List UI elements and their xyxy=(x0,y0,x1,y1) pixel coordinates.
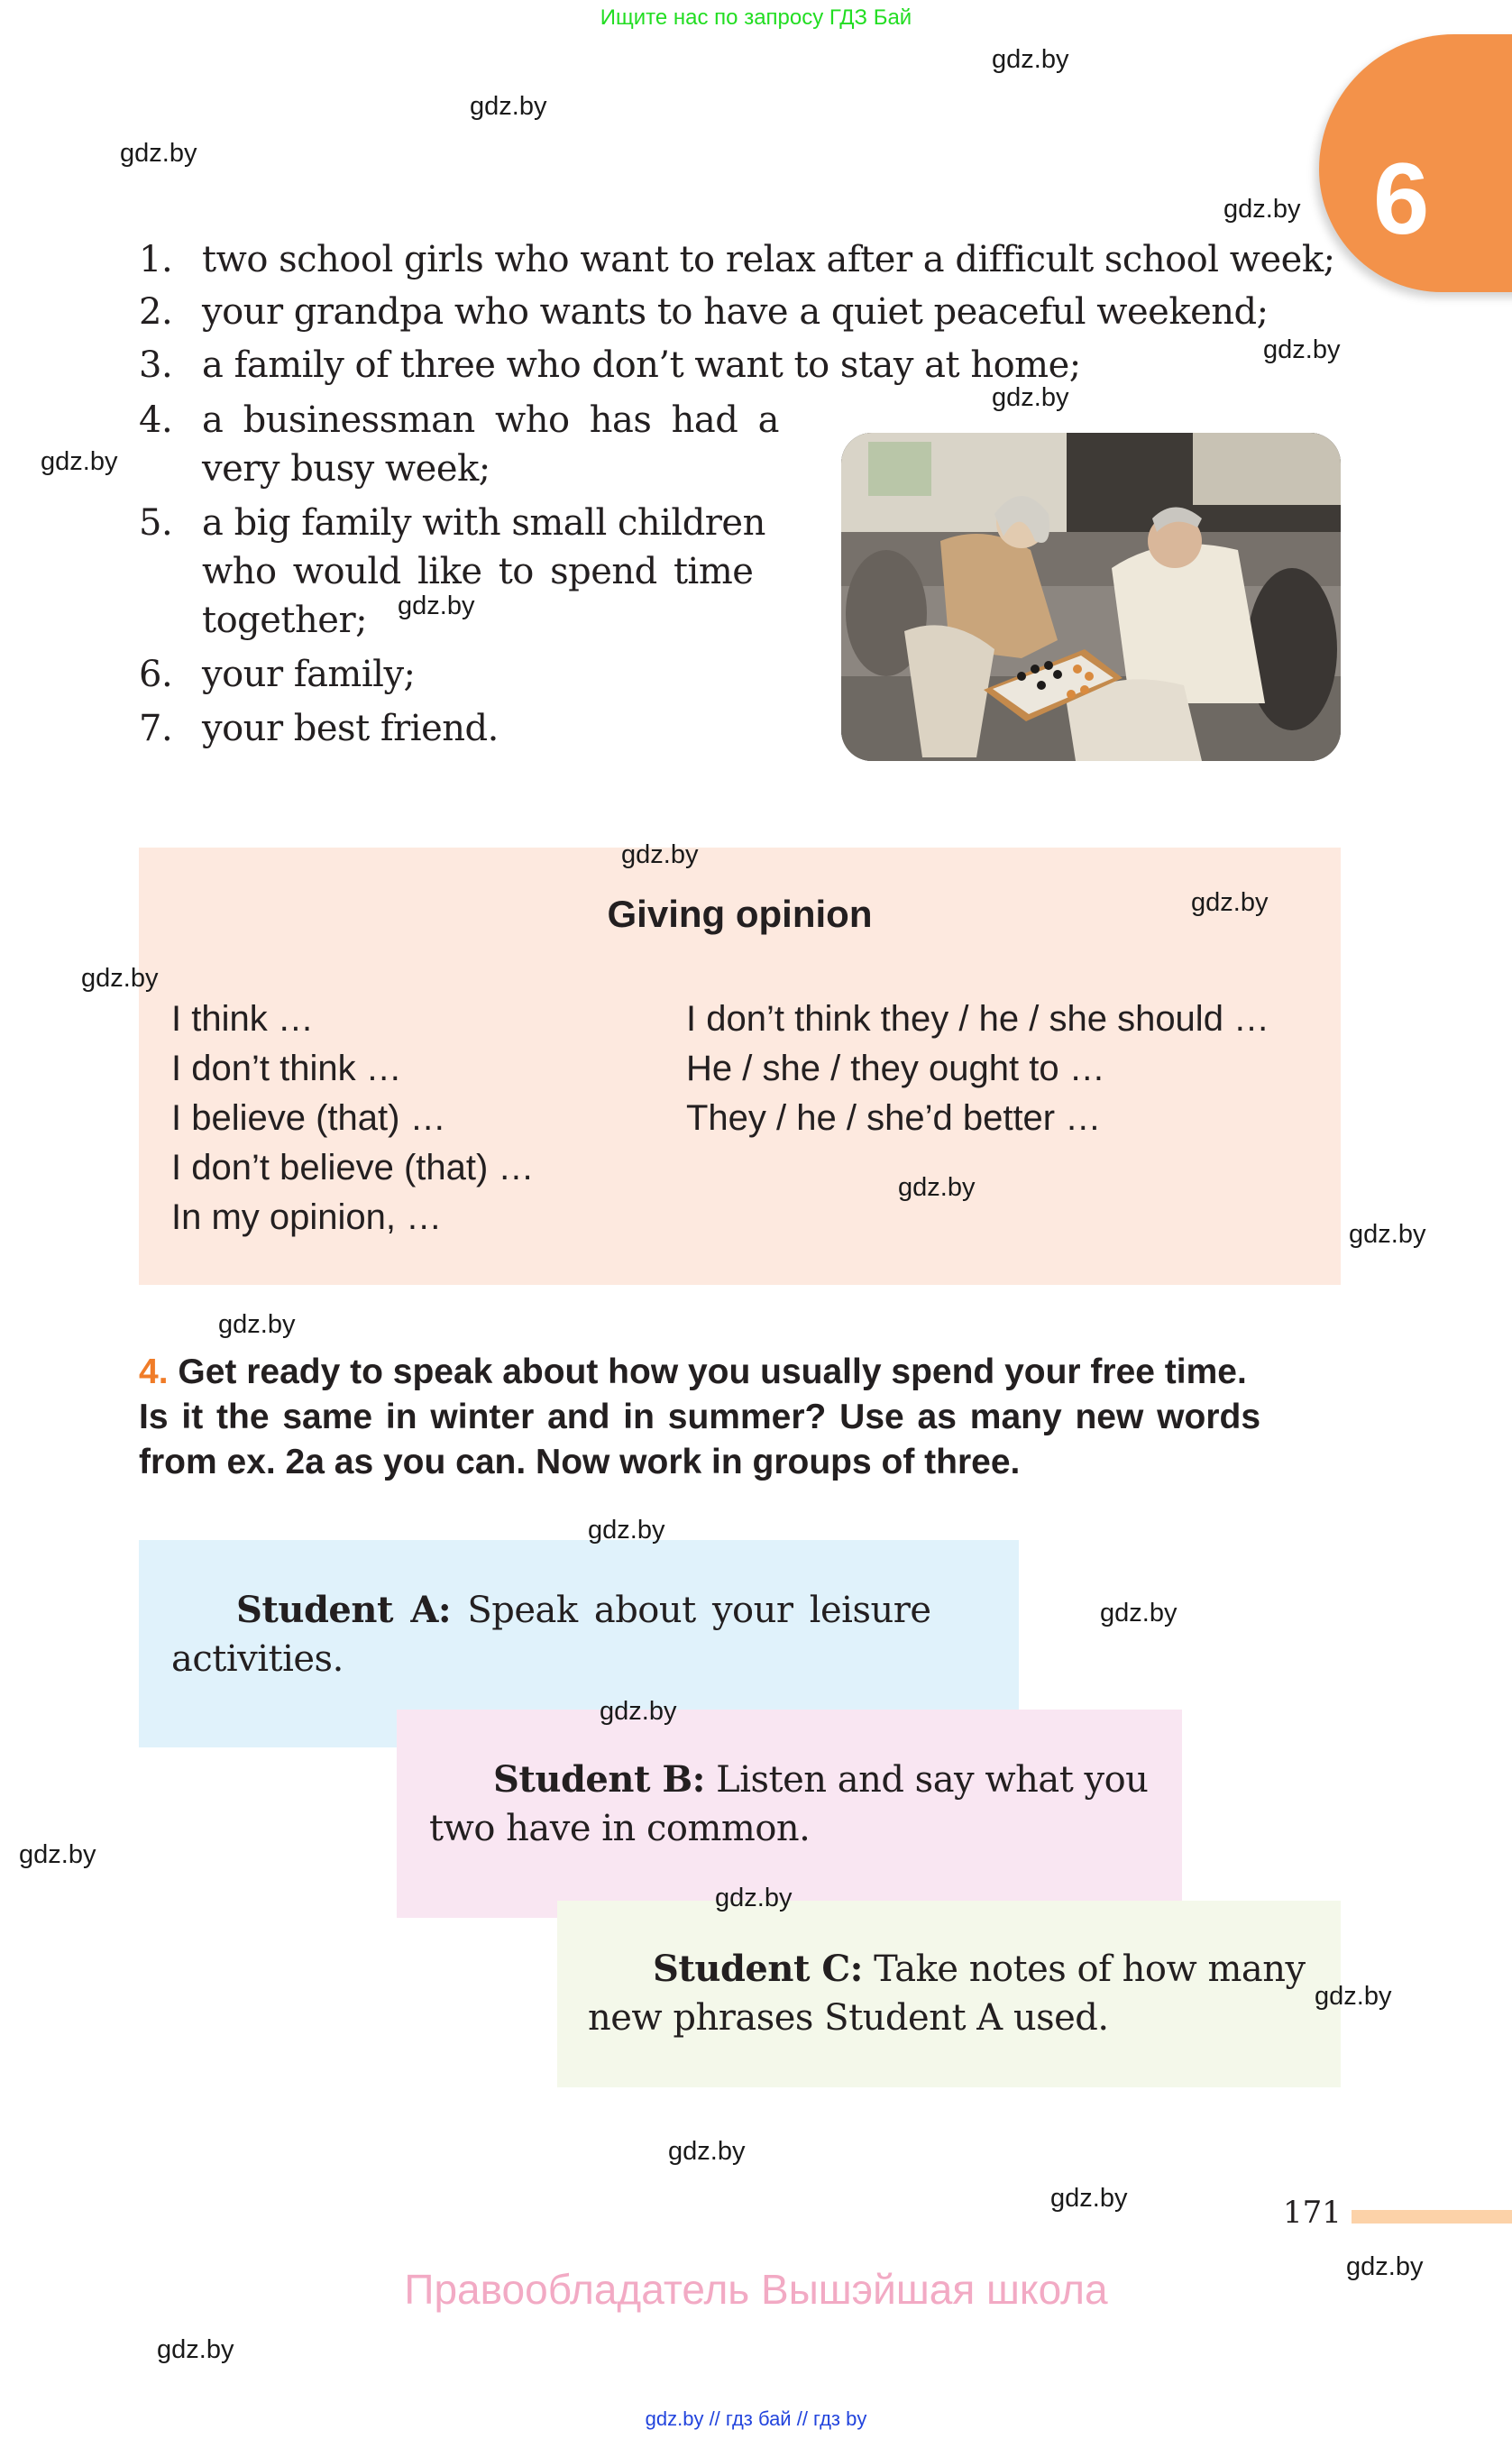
card-text xyxy=(653,1948,1306,1990)
task-line: from ex. 2a as you can. Now work in groups of three. xyxy=(139,1443,1021,1481)
chapter-tab xyxy=(1319,34,1512,292)
watermark: gdz.by xyxy=(715,1884,793,1912)
watermark: gdz.by xyxy=(157,2335,234,2364)
task-line: Is it the same in winter and in summer? Use as many new words xyxy=(139,1398,1261,1436)
photo-illustration xyxy=(841,433,1341,761)
task-number: 4. xyxy=(139,1352,169,1391)
watermark: gdz.by xyxy=(81,964,159,993)
list-item-text: very busy week; xyxy=(202,448,490,490)
card-text xyxy=(236,1589,931,1631)
opinion-phrase: He / she / they ought to … xyxy=(686,1049,1105,1088)
copyright-notice: Правообладатель Вышэйшая школа xyxy=(404,2266,1108,2313)
list-item-text: a businessman who has had a xyxy=(202,399,779,441)
watermark: gdz.by xyxy=(898,1173,976,1202)
watermark: gdz.by xyxy=(218,1310,296,1339)
chapter-number: 6 xyxy=(1373,142,1430,255)
list-item-text: a big family with small children xyxy=(202,502,765,544)
opinion-phrase: I don’t believe (that) … xyxy=(171,1148,535,1187)
opinion-phrase: They / he / she’d better … xyxy=(686,1098,1102,1138)
list-item-number: 1. xyxy=(139,239,173,280)
watermark: gdz.by xyxy=(621,840,699,869)
opinion-phrase: I think … xyxy=(171,999,314,1039)
list-item-text: who would like to spend time xyxy=(202,551,754,592)
list-item-number: 2. xyxy=(139,291,173,333)
page-number: 171 xyxy=(1283,2195,1342,2231)
student-label: Student B: xyxy=(493,1758,705,1801)
opinion-phrase: I don’t think they / he / she should … xyxy=(686,999,1270,1039)
watermark: gdz.by xyxy=(600,1697,677,1726)
card-text xyxy=(493,1758,1148,1801)
student-c-card xyxy=(557,1901,1341,2087)
list-item-number: 5. xyxy=(139,502,173,544)
task-line xyxy=(139,1352,1247,1392)
list-item-number: 6. xyxy=(139,654,173,695)
watermark: gdz.by xyxy=(120,139,197,168)
search-banner[interactable]: Ищите нас по запросу ГДЗ Бай xyxy=(600,5,912,30)
list-item-text: together; xyxy=(202,600,368,641)
watermark: gdz.by xyxy=(668,2137,746,2166)
list-item-text: your grandpa who wants to have a quiet peaceful weekend; xyxy=(202,291,1269,333)
watermark: gdz.by xyxy=(992,383,1069,412)
watermark: gdz.by xyxy=(1223,195,1301,224)
watermark: gdz.by xyxy=(992,45,1069,74)
card-text: two have in common. xyxy=(429,1808,811,1849)
opinion-phrase: I don’t think … xyxy=(171,1049,402,1088)
list-item-text: a family of three who don’t want to stay at home; xyxy=(202,344,1081,386)
footer-links[interactable]: gdz.by // гдз бай // гдз by xyxy=(645,2407,867,2430)
watermark: gdz.by xyxy=(470,92,547,121)
card-text: new phrases Student A used. xyxy=(588,1997,1109,2039)
list-item-number: 7. xyxy=(139,708,173,749)
list-item-number: 3. xyxy=(139,344,173,386)
list-item-text: your family; xyxy=(202,654,416,695)
card-instruction: Take notes of how many xyxy=(862,1948,1306,1990)
watermark: gdz.by xyxy=(19,1840,96,1869)
list-item-text: your best friend. xyxy=(202,708,499,749)
watermark: gdz.by xyxy=(1263,335,1341,364)
card-instruction: Listen and say what you xyxy=(704,1759,1149,1801)
opinion-box-title: Giving opinion xyxy=(607,893,873,935)
watermark: gdz.by xyxy=(1315,1982,1392,2011)
watermark: gdz.by xyxy=(1349,1220,1426,1249)
watermark: gdz.by xyxy=(1346,2252,1424,2281)
watermark: gdz.by xyxy=(398,591,475,620)
opinion-phrase: I believe (that) … xyxy=(171,1098,446,1138)
watermark: gdz.by xyxy=(1050,2184,1128,2213)
student-label: Student A: xyxy=(236,1589,452,1631)
student-label: Student C: xyxy=(653,1948,863,1990)
card-instruction: Speak about your leisure xyxy=(451,1590,931,1631)
list-item-number: 4. xyxy=(139,399,173,441)
giving-opinion-box xyxy=(139,848,1341,1285)
task-text: Get ready to speak about how you usually spend your free time. xyxy=(178,1352,1247,1391)
card-text: activities. xyxy=(171,1638,344,1680)
chess-couple-photo xyxy=(841,433,1341,761)
watermark: gdz.by xyxy=(1191,888,1269,917)
watermark: gdz.by xyxy=(588,1516,665,1545)
watermark: gdz.by xyxy=(1100,1599,1178,1628)
page-number-bar xyxy=(1352,2210,1512,2224)
watermark: gdz.by xyxy=(41,447,118,476)
list-item-text: two school girls who want to relax after a difficult school week; xyxy=(202,239,1335,280)
opinion-phrase: In my opinion, … xyxy=(171,1197,443,1237)
